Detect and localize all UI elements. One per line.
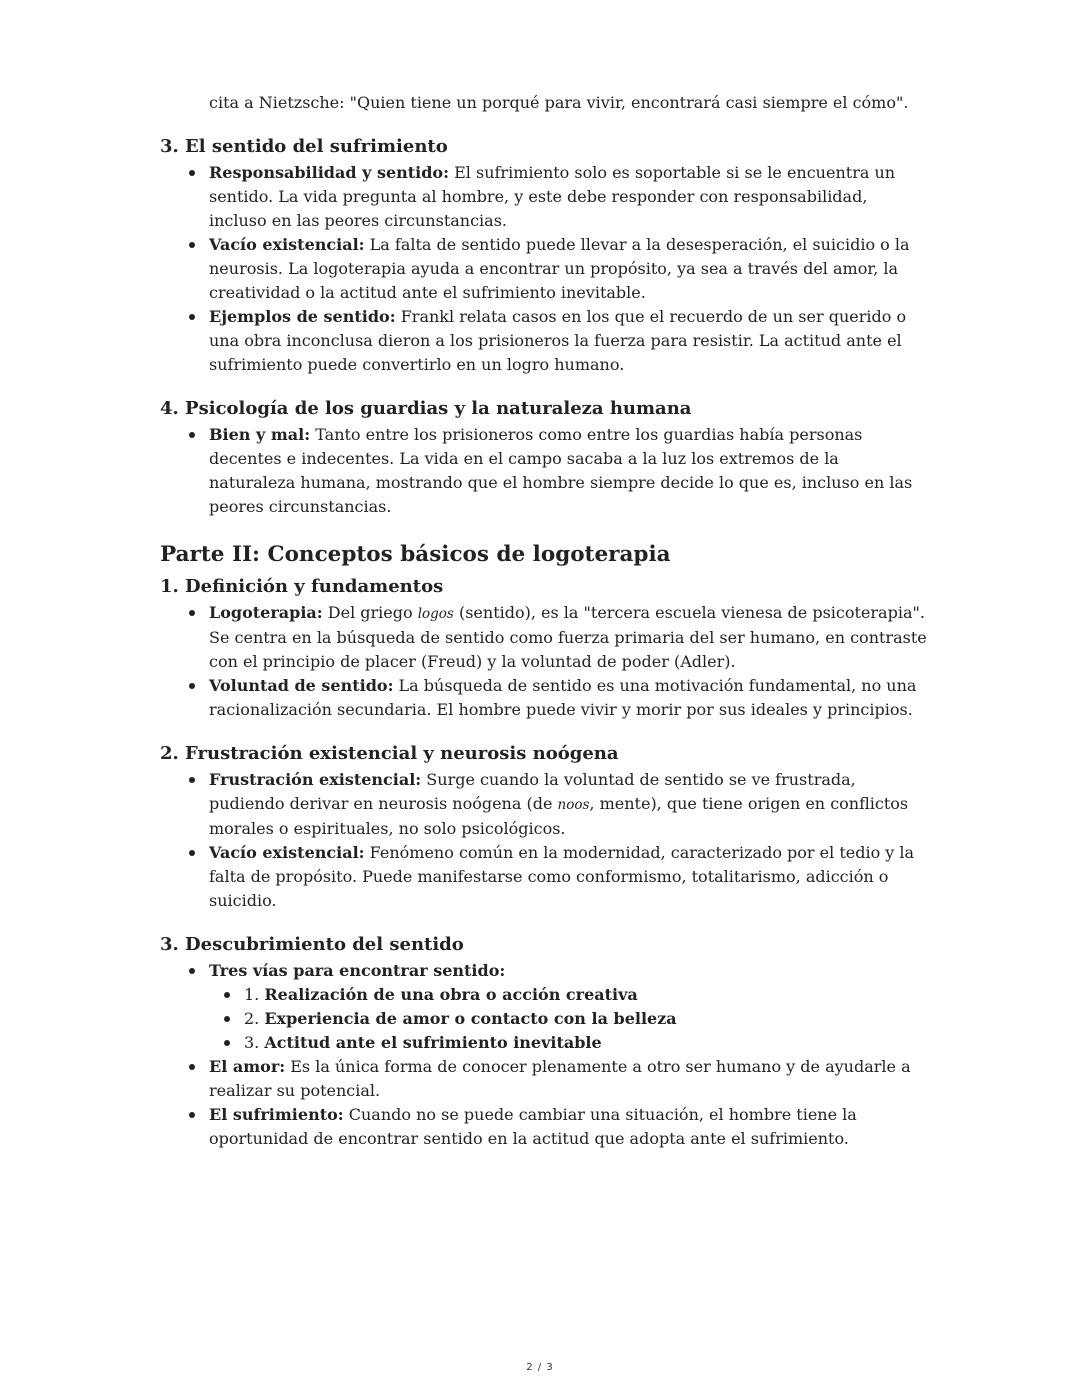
numbered-list bbox=[209, 983, 930, 1055]
item-label: Bien y mal: bbox=[209, 425, 311, 444]
list-item bbox=[209, 1055, 930, 1103]
item-text: Es la única forma de conocer plenamente a otro ser humano y de ayudarle a realizar su potencial. bbox=[209, 1057, 911, 1100]
item-text: Fenómeno común en la modernidad, caracterizado por el tedio y la falta de propósito. Puede manifestarse como conformismo, totalitarismo, adicción o suicidio. bbox=[209, 843, 915, 910]
item-number: 2. bbox=[244, 1009, 260, 1028]
section-heading: 3. Descubrimiento del sentido bbox=[160, 934, 464, 955]
numbered-item bbox=[244, 1031, 930, 1055]
item-text: Frankl relata casos en los que el recuerdo de un ser querido o una obra inconclusa dieron a los prisioneros la fuerza para resistir. La actitud ante el sufrimiento puede convertirlo en un logro humano. bbox=[209, 307, 907, 374]
list-item bbox=[209, 161, 930, 233]
item-label: El sufrimiento: bbox=[209, 1105, 344, 1124]
item-text: Cuando no se puede cambiar una situación, el hombre tiene la oportunidad de encontrar sentido en la actitud que adopta ante el sufrimiento. bbox=[209, 1105, 857, 1148]
list-item bbox=[209, 768, 930, 841]
bullet-list bbox=[160, 959, 930, 1151]
item-label: Vacío existencial: bbox=[209, 235, 365, 254]
item-number: 3. bbox=[244, 1033, 260, 1052]
numbered-item bbox=[244, 1007, 930, 1031]
item-text: Experiencia de amor o contacto con la belleza bbox=[264, 1009, 677, 1028]
list-item bbox=[209, 841, 930, 913]
bullet-list bbox=[160, 768, 930, 913]
list-item bbox=[209, 423, 930, 519]
list-item bbox=[209, 233, 930, 305]
section-heading: 2. Frustración existencial y neurosis noógena bbox=[160, 743, 619, 764]
list-item bbox=[209, 305, 930, 377]
item-text: El sufrimiento solo es soportable si se le encuentra un sentido. La vida pregunta al hombre, y este debe responder con responsabilidad, incluso en las peores circunstancias. bbox=[209, 163, 896, 230]
section-heading: 1. Definición y fundamentos bbox=[160, 576, 444, 597]
item-text: , mente), que tiene origen en conflictos morales o espirituales, no solo psicológicos. bbox=[209, 794, 909, 838]
part-heading: Parte II: Conceptos básicos de logoterapia bbox=[160, 542, 671, 567]
item-text: La búsqueda de sentido es una motivación fundamental, no una racionalización secundaria. El hombre puede vivir y morir por sus ideales y principios. bbox=[209, 676, 917, 719]
item-label: Voluntad de sentido: bbox=[209, 676, 394, 695]
item-text: Actitud ante el sufrimiento inevitable bbox=[264, 1033, 602, 1052]
item-text: La falta de sentido puede llevar a la desesperación, el suicidio o la neurosis. La logoterapia ayuda a encontrar un propósito, ya sea a través del amor, la creatividad o la actitud ante el sufrimiento inevitable. bbox=[209, 235, 910, 302]
item-text: Del griego bbox=[322, 603, 418, 622]
item-number: 1. bbox=[244, 985, 260, 1004]
item-text: (sentido), es la "tercera escuela vienesa de psicoterapia". Se centra en la búsqueda de sentido como fuerza primaria del ser humano, en contraste con el principio de placer (Freud) y la voluntad de poder (Adler). bbox=[209, 603, 927, 671]
list-item bbox=[209, 601, 930, 674]
italic-term: noos bbox=[557, 797, 590, 813]
item-label: Tres vías para encontrar sentido: bbox=[209, 961, 506, 980]
bullet-list bbox=[160, 423, 930, 519]
section-heading: 3. El sentido del sufrimiento bbox=[160, 136, 448, 157]
bullet-list bbox=[160, 601, 930, 722]
item-text: Tanto entre los prisioneros como entre los guardias había personas decentes e indecentes. La vida en el campo sacaba a la luz los extremos de la naturaleza humana, mostrando que el hombre siempre decide lo que es, incluso en las peores circunstancias. bbox=[209, 425, 913, 516]
item-label: Logoterapia: bbox=[209, 603, 323, 622]
item-text: Surge cuando la voluntad de sentido se ve frustrada, pudiendo derivar en neurosis noógena (de bbox=[209, 770, 856, 813]
list-item bbox=[209, 674, 930, 722]
item-label: Responsabilidad y sentido: bbox=[209, 163, 450, 182]
list-item bbox=[209, 959, 930, 1055]
continued-text: cita a Nietzsche: "Quien tiene un porqué para vivir, encontrará casi siempre el cómo". bbox=[209, 93, 909, 112]
item-label: El amor: bbox=[209, 1057, 286, 1076]
document-page bbox=[160, 91, 930, 1151]
bullet-list bbox=[160, 161, 930, 377]
item-label: Frustración existencial: bbox=[209, 770, 422, 789]
numbered-item bbox=[244, 983, 930, 1007]
section-heading: 4. Psicología de los guardias y la naturaleza humana bbox=[160, 398, 692, 419]
page-number: 2 / 3 bbox=[526, 1362, 554, 1373]
italic-term: logos bbox=[417, 606, 454, 622]
list-item bbox=[209, 1103, 930, 1151]
item-label: Ejemplos de sentido: bbox=[209, 307, 396, 326]
item-label: Vacío existencial: bbox=[209, 843, 365, 862]
item-text: Realización de una obra o acción creativa bbox=[264, 985, 638, 1004]
